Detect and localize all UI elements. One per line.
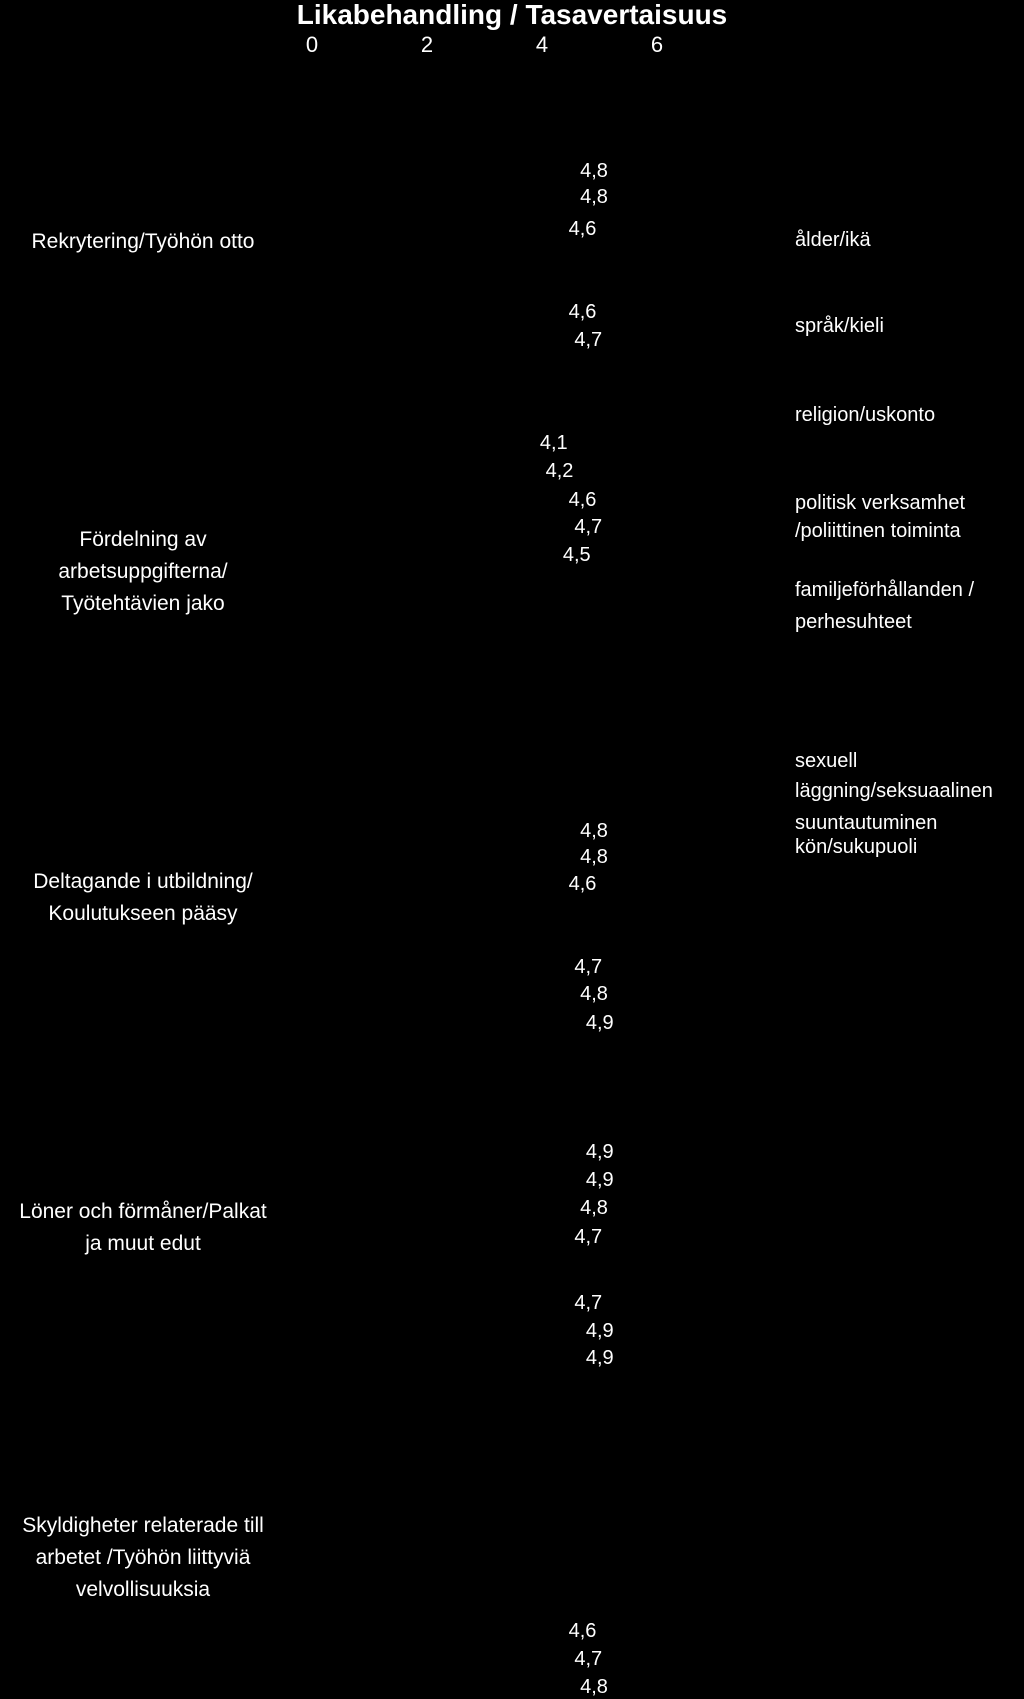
category-label: velvollisuuksia [75,1578,211,1601]
value-label: 4,8 [580,983,608,1005]
legend-entry: sexuell [795,750,858,772]
bar [312,1140,594,1160]
category-label: arbetet /Työhön liittyviä [35,1546,251,1569]
legend-entry: politisk verksamhet [795,492,966,514]
x-tick-label: 0 [305,32,319,57]
value-label: 4,7 [574,329,603,351]
value-label: 4,9 [585,1141,614,1163]
value-label: 4,9 [585,1012,614,1034]
legend-entry: läggning/seksuaalinen [795,780,993,802]
bar [312,515,582,535]
category-label: Koulutukseen pääsy [48,902,238,925]
value-label: 4,8 [580,846,608,868]
bar [312,185,588,205]
value-label: 4,8 [580,160,608,182]
category-label: Fördelning av [79,528,207,551]
legend-entry: religion/uskonto [795,404,936,426]
category-label: Skyldigheter relaterade till [22,1514,264,1537]
bar [312,217,577,237]
legend-entry: /poliittinen toiminta [795,520,961,542]
value-label: 4,8 [580,1676,608,1698]
bar [312,819,588,839]
value-label: 4,7 [574,956,603,978]
value-label: 4,6 [568,489,597,511]
bar [312,328,582,348]
legend-entry: suuntautuminen [795,812,938,834]
bar [312,955,582,975]
value-label: 4,6 [568,873,597,895]
bar [312,1319,594,1339]
x-tick-label: 4 [535,32,549,57]
x-tick-label: 6 [650,32,664,57]
bar [312,1168,594,1188]
bar [312,488,577,508]
category-label: Työtehtävien jako [61,592,225,615]
bar [312,159,588,179]
value-label: 4,8 [580,820,608,842]
bar [312,872,577,892]
legend-entry: ålder/ikä [795,229,871,251]
bar [312,543,571,563]
value-label: 4,8 [580,186,608,208]
bar [312,431,548,451]
value-label: 4,6 [568,301,597,323]
value-label: 4,8 [580,1197,608,1219]
bar [312,982,588,1002]
category-label: Löner och förmåner/Palkat [19,1200,267,1223]
category-label: Deltagande i utbildning/ [33,870,253,893]
value-label: 4,9 [585,1320,614,1342]
chart-title: Likabehandling / Tasavertaisuus [296,0,728,30]
value-label: 4,5 [562,544,591,566]
value-label: 4,7 [574,516,603,538]
bar [312,1675,588,1695]
value-label: 4,2 [545,460,574,482]
bar [312,845,588,865]
bar [312,1196,588,1216]
bar [312,300,577,320]
bar [312,1619,577,1639]
legend-entry: familjeförhållanden / [795,579,974,601]
category-label: Rekrytering/Työhön otto [31,230,255,253]
x-tick-label: 2 [420,32,434,57]
value-label: 4,9 [585,1169,614,1191]
value-label: 4,7 [574,1292,603,1314]
value-label: 4,6 [568,1620,597,1642]
legend-entry: perhesuhteet [795,611,912,633]
value-label: 4,6 [568,218,597,240]
legend-entry: språk/kieli [795,315,884,337]
category-label: ja muut edut [85,1232,201,1255]
bar [312,1291,582,1311]
bar [312,1011,594,1031]
legend-entry: kön/sukupuoli [795,836,918,858]
value-label: 4,7 [574,1226,603,1248]
value-label: 4,1 [539,432,568,454]
category-label: arbetsuppgifterna/ [58,560,228,583]
value-label: 4,9 [585,1347,614,1369]
bar [312,1346,594,1366]
value-label: 4,7 [574,1648,603,1670]
bar [312,1225,582,1245]
bar [312,459,554,479]
bar [312,1647,582,1667]
